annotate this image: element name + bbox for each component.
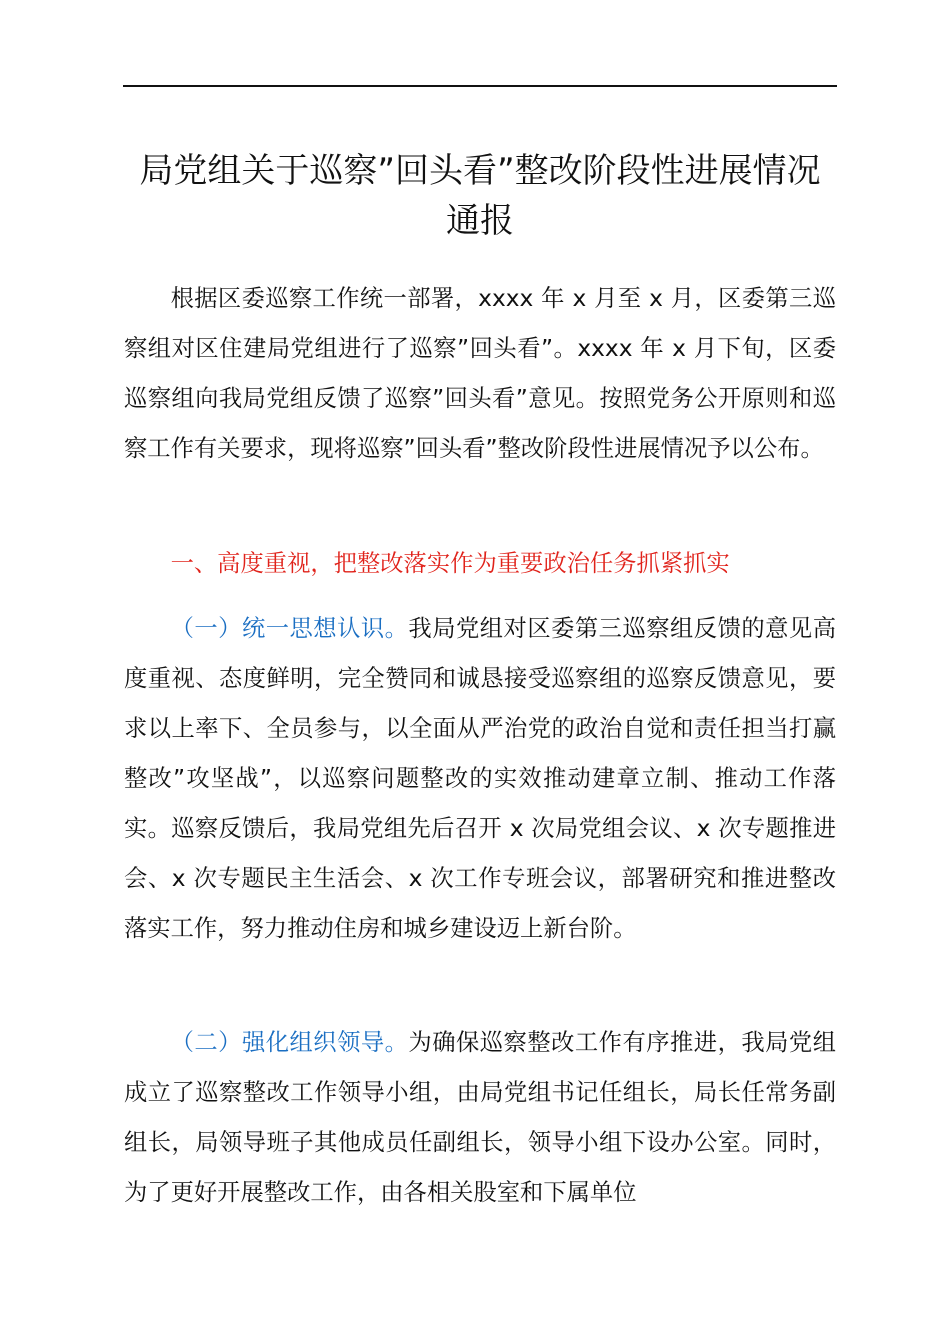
subsection-2-heading: （二）强化组织领导。: [170, 1029, 409, 1056]
subsection-2-paragraph: [124, 1018, 836, 1218]
header-rule: [123, 85, 837, 87]
document-title: [110, 146, 850, 246]
title-line-2: 通报: [446, 201, 514, 241]
subsection-2-text: 为确保巡察整改工作有序推进，我局党组成立了巡察整改工作领导小组，由局党组书记任组长，局长任常务副组长，局领导班子其他成员任副组长，领导小组下设办公室。同时，为了更好开展整改工作，由各相关股室和下属单位: [124, 1029, 837, 1206]
intro-paragraph: 根据区委巡察工作统一部署，xxxx 年 x 月至 x 月，区委第三巡察组对区住建局党组进行了巡察”回头看”。xxxx 年 x 月下旬，区委巡察组向我局党组反馈了巡察”回头看”意见。按照党务公开原则和巡察工作有关要求，现将巡察”回头看”整改阶段性进展情况予以公布。: [124, 285, 836, 462]
title-line-1: 局党组关于巡察”回头看”整改阶段性进展情况: [139, 151, 821, 191]
section-1-heading: 一、高度重视，把整改落实作为重要政治任务抓紧抓实: [170, 550, 730, 577]
subsection-1-paragraph: [124, 604, 836, 954]
subsection-1-text: 我局党组对区委第三巡察组反馈的意见高度重视、态度鲜明，完全赞同和诚恳接受巡察组的巡察反馈意见，要求以上率下、全员参与，以全面从严治党的政治自觉和责任担当打赢整改”攻坚战”，以巡察问题整改的实效推动建章立制、推动工作落实。巡察反馈后，我局党组先后召开 x 次局党组会议、x 次专题推进会、x 次专题民主生活会、x 次工作专班会议，部署研究和推进整改落实工作，努力推动住房和城乡建设迈上新台阶。: [124, 615, 837, 942]
subsection-1-heading: （一）统一思想认识。: [170, 615, 409, 642]
